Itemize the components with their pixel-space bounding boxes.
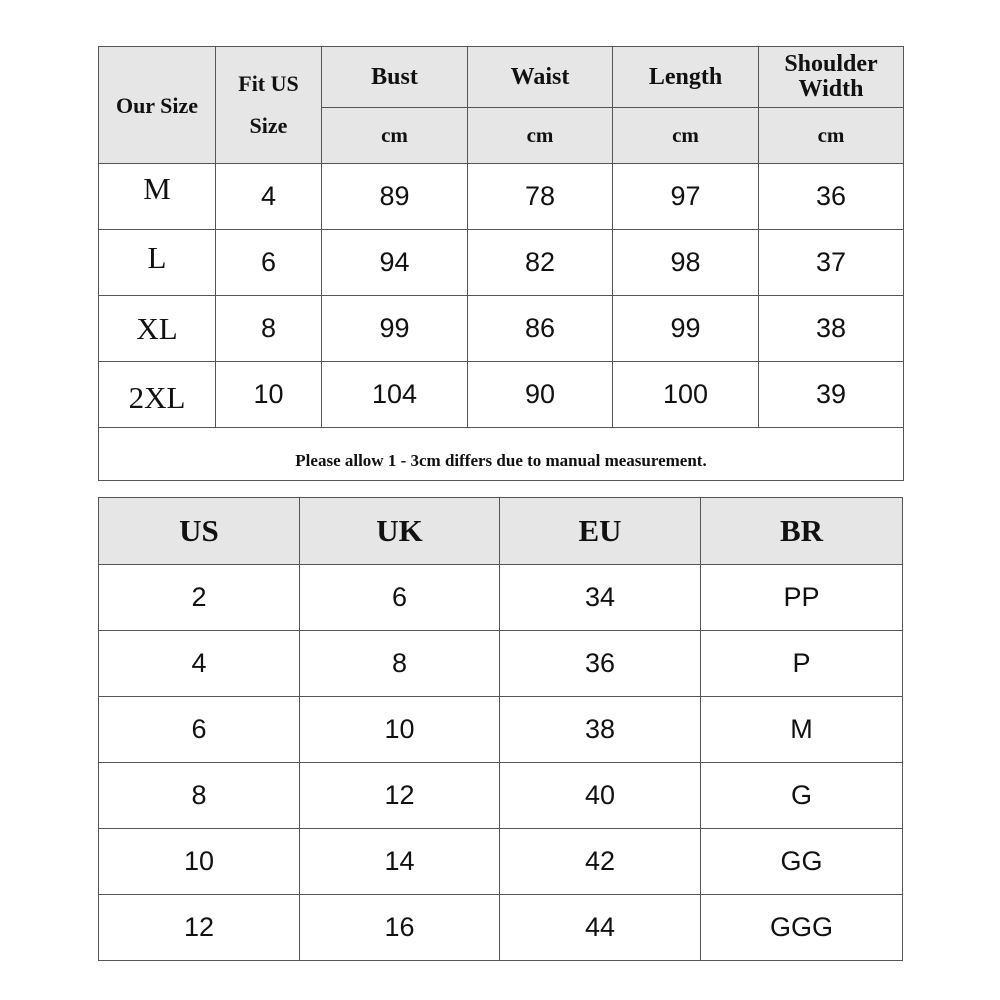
header-length: Length xyxy=(613,47,759,108)
br-cell: M xyxy=(701,697,903,763)
bust-cell: 94 xyxy=(322,230,468,296)
eu-cell: 40 xyxy=(500,763,701,829)
header-fit-us-size xyxy=(216,47,322,164)
waist-cell: 78 xyxy=(468,164,613,230)
our-size-cell: XL xyxy=(99,296,216,362)
header-br: BR xyxy=(701,498,903,565)
table-row xyxy=(99,164,904,230)
header-our-size: Our Size xyxy=(99,47,216,164)
table-row xyxy=(99,230,904,296)
eu-cell: 44 xyxy=(500,895,701,961)
unit-length: cm xyxy=(613,108,759,164)
uk-cell: 8 xyxy=(300,631,500,697)
table-row xyxy=(99,362,904,428)
table-row xyxy=(99,296,904,362)
table-row xyxy=(99,631,903,697)
uk-cell: 14 xyxy=(300,829,500,895)
fit-us-cell: 4 xyxy=(216,164,322,230)
header-us: US xyxy=(99,498,300,565)
header-shoulder-width xyxy=(759,47,904,108)
eu-cell: 38 xyxy=(500,697,701,763)
our-size-cell: M xyxy=(99,164,216,230)
br-cell: PP xyxy=(701,565,903,631)
our-size-cell: 2XL xyxy=(99,362,216,428)
eu-cell: 34 xyxy=(500,565,701,631)
bust-cell: 99 xyxy=(322,296,468,362)
uk-cell: 10 xyxy=(300,697,500,763)
header-waist: Waist xyxy=(468,47,613,108)
us-cell: 12 xyxy=(99,895,300,961)
us-cell: 2 xyxy=(99,565,300,631)
header-fit-us-line2: Size xyxy=(249,113,288,138)
waist-cell: 82 xyxy=(468,230,613,296)
table-row xyxy=(99,763,903,829)
table-row xyxy=(99,895,903,961)
shoulder-cell: 38 xyxy=(759,296,904,362)
length-cell: 100 xyxy=(613,362,759,428)
length-cell: 98 xyxy=(613,230,759,296)
waist-cell: 90 xyxy=(468,362,613,428)
header-eu: EU xyxy=(500,498,701,565)
size-chart-table xyxy=(98,46,904,481)
table-row xyxy=(99,697,903,763)
table-row xyxy=(99,565,903,631)
uk-cell: 12 xyxy=(300,763,500,829)
us-cell: 8 xyxy=(99,763,300,829)
header-shoulder-line2: Width xyxy=(798,76,864,102)
br-cell: GGG xyxy=(701,895,903,961)
us-cell: 4 xyxy=(99,631,300,697)
fit-us-cell: 8 xyxy=(216,296,322,362)
shoulder-cell: 37 xyxy=(759,230,904,296)
waist-cell: 86 xyxy=(468,296,613,362)
uk-cell: 6 xyxy=(300,565,500,631)
br-cell: G xyxy=(701,763,903,829)
bust-cell: 104 xyxy=(322,362,468,428)
uk-cell: 16 xyxy=(300,895,500,961)
length-cell: 99 xyxy=(613,296,759,362)
eu-cell: 36 xyxy=(500,631,701,697)
br-cell: GG xyxy=(701,829,903,895)
fit-us-cell: 6 xyxy=(216,230,322,296)
our-size-cell: L xyxy=(99,230,216,296)
table-row xyxy=(99,829,903,895)
eu-cell: 42 xyxy=(500,829,701,895)
header-uk: UK xyxy=(300,498,500,565)
unit-shoulder: cm xyxy=(759,108,904,164)
header-fit-us-line1: Fit US xyxy=(238,71,299,96)
size-conversion-table xyxy=(98,497,903,961)
us-cell: 6 xyxy=(99,697,300,763)
header-bust: Bust xyxy=(322,47,468,108)
unit-bust: cm xyxy=(322,108,468,164)
us-cell: 10 xyxy=(99,829,300,895)
shoulder-cell: 39 xyxy=(759,362,904,428)
length-cell: 97 xyxy=(613,164,759,230)
br-cell: P xyxy=(701,631,903,697)
fit-us-cell: 10 xyxy=(216,362,322,428)
measurement-note: Please allow 1 - 3cm differs due to manual measurement. xyxy=(99,428,904,481)
bust-cell: 89 xyxy=(322,164,468,230)
unit-waist: cm xyxy=(468,108,613,164)
header-shoulder-line1: Shoulder xyxy=(784,51,878,77)
shoulder-cell: 36 xyxy=(759,164,904,230)
